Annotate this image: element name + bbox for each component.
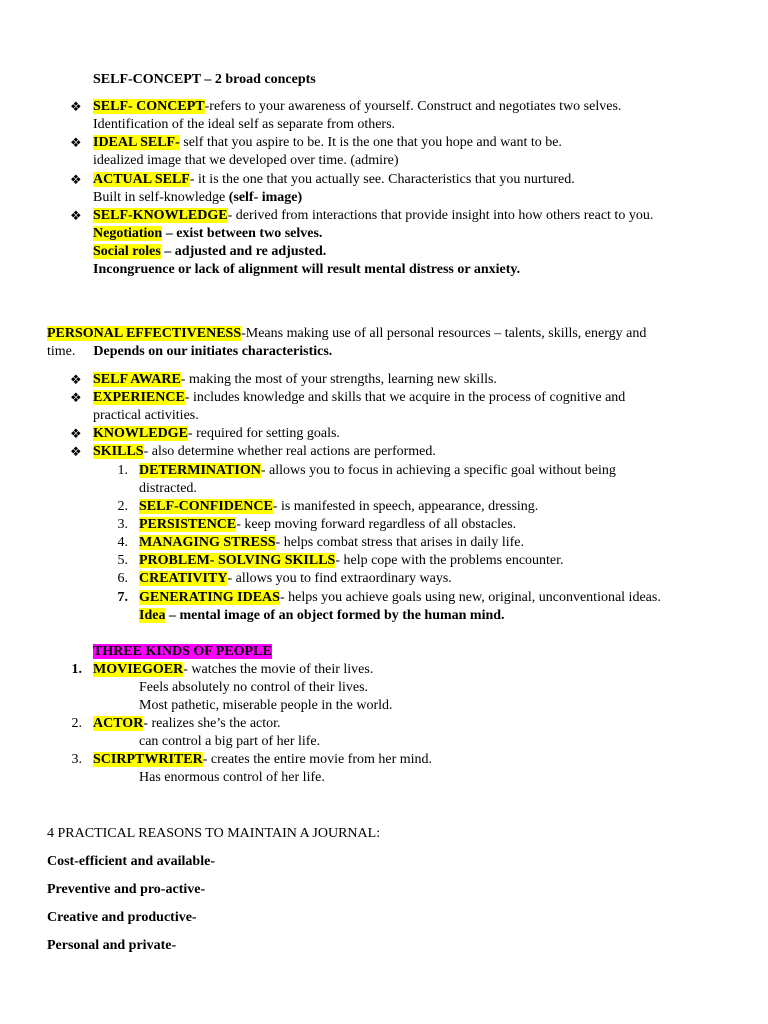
skill-item [139, 516, 516, 534]
skill-item [139, 552, 564, 570]
people-item [93, 715, 281, 733]
term-persistence: PERSISTENCE [139, 517, 237, 532]
self-knowledge-item [93, 207, 653, 225]
term-idea: Idea [139, 608, 166, 623]
definition: - also determine whether real actions are performed. [143, 444, 436, 459]
continuation-text: Built in self-knowledge [93, 190, 229, 205]
continuation: Has enormous control of her life. [139, 770, 325, 785]
ideal-self-item [93, 134, 562, 152]
list-number: 5. [117, 553, 128, 568]
pe-item [93, 389, 625, 407]
continuation [47, 343, 332, 361]
bullet-icon: ❖ [70, 444, 82, 459]
term-determination: DETERMINATION [139, 463, 261, 478]
term-actual-self: ACTUAL SELF [93, 172, 190, 187]
journal-reason: Personal and private- [47, 938, 177, 953]
definition: - realizes she’s the actor. [143, 716, 281, 731]
definition: -Means making use of all personal resources – talents, skills, energy and [241, 326, 647, 341]
skill-item [139, 462, 616, 480]
definition: - allows you to focus in achieving a specific goal without being [260, 463, 616, 478]
term-self-confidence: SELF-CONFIDENCE [139, 499, 273, 514]
continuation-bold: (self- image) [228, 190, 303, 205]
people-item [93, 751, 432, 769]
definition: – adjusted and re adjusted. [160, 244, 327, 259]
term-self-aware: SELF AWARE [93, 372, 181, 387]
list-number: 3. [71, 752, 82, 767]
continuation-text: time. [47, 344, 76, 359]
definition: - allows you to find extraordinary ways. [227, 571, 452, 586]
definition: - is manifested in speech, appearance, dressing. [272, 499, 539, 514]
definition: - derived from interactions that provide insight into how others react to you. [227, 208, 654, 223]
list-number: 2. [71, 716, 82, 731]
personal-effectiveness-para [47, 325, 646, 343]
list-number: 7. [117, 590, 128, 605]
self-concept-item [93, 98, 621, 116]
term-personal-effectiveness: PERSONAL EFFECTIVENESS [47, 326, 242, 341]
term-skills: SKILLS [93, 444, 144, 459]
term-social-roles: Social roles [93, 244, 161, 259]
term-ideal-self: IDEAL SELF- [93, 135, 180, 150]
people-item [93, 661, 373, 679]
journal-reason: Cost-efficient and available- [47, 854, 215, 869]
definition: - helps you achieve goals using new, original, unconventional ideas. [279, 590, 661, 605]
definition: – mental image of an object formed by the human mind. [165, 608, 505, 623]
term-experience: EXPERIENCE [93, 390, 185, 405]
continuation: can control a big part of her life. [139, 734, 321, 749]
pe-item [93, 371, 497, 389]
incongruence-line: Incongruence or lack of alignment will result mental distress or anxiety. [93, 262, 521, 277]
heading-three-kinds: THREE KINDS OF PEOPLE [93, 644, 272, 659]
journal-reason: Preventive and pro-active- [47, 882, 206, 897]
actual-self-item [93, 171, 575, 189]
social-roles-line [93, 243, 326, 261]
continuation [93, 189, 302, 207]
continuation: practical activities. [93, 408, 199, 423]
pe-item [93, 425, 340, 443]
term-actor: ACTOR [93, 716, 144, 731]
bullet-icon: ❖ [70, 390, 82, 405]
definition: - it is the one that you actually see. Characteristics that you nurtured. [189, 172, 575, 187]
pe-item [93, 443, 436, 461]
term-knowledge: KNOWLEDGE [93, 426, 188, 441]
term-self-concept: SELF- CONCEPT [93, 99, 205, 114]
list-number: 6. [117, 571, 128, 586]
term-self-knowledge: SELF-KNOWLEDGE [93, 208, 228, 223]
definition: self that you aspire to be. It is the one that you hope and want to be. [179, 135, 562, 150]
continuation: Most pathetic, miserable people in the world. [139, 698, 393, 713]
skill-item [139, 570, 452, 588]
definition: - help cope with the problems encounter. [335, 553, 564, 568]
continuation: distracted. [139, 481, 197, 496]
term-creativity: CREATIVITY [139, 571, 228, 586]
definition: - includes knowledge and skills that we acquire in the process of cognitive and [184, 390, 626, 405]
bullet-icon: ❖ [70, 99, 82, 114]
definition: -refers to your awareness of yourself. Construct and negotiates two selves. [204, 99, 622, 114]
list-number: 1. [117, 463, 128, 478]
definition: - keep moving forward regardless of all obstacles. [236, 517, 517, 532]
definition: - watches the movie of their lives. [183, 662, 374, 677]
continuation: idealized image that we developed over time. (admire) [93, 153, 399, 168]
continuation: Feels absolutely no control of their lives. [139, 680, 369, 695]
bullet-icon: ❖ [70, 372, 82, 387]
continuation-bold: Depends on our initiates characteristics. [93, 344, 333, 359]
section-title-three-kinds [93, 643, 272, 661]
journal-reason: Creative and productive- [47, 910, 197, 925]
definition: - creates the entire movie from her mind. [202, 752, 433, 767]
term-managing-stress: MANAGING STRESS [139, 535, 276, 550]
section-title-self-concept: SELF-CONCEPT – 2 broad concepts [93, 72, 316, 87]
section-title-journal: 4 PRACTICAL REASONS TO MAINTAIN A JOURNAL: [47, 826, 381, 841]
bullet-icon: ❖ [70, 172, 82, 187]
list-number: 4. [117, 535, 128, 550]
term-scriptwriter: SCIRPTWRITER [93, 752, 203, 767]
list-number: 2. [117, 499, 128, 514]
list-number: 3. [117, 517, 128, 532]
definition: – exist between two selves. [162, 226, 323, 241]
definition: - helps combat stress that arises in daily life. [275, 535, 524, 550]
skill-item [139, 498, 538, 516]
bullet-icon: ❖ [70, 135, 82, 150]
bullet-icon: ❖ [70, 208, 82, 223]
idea-line [139, 607, 505, 625]
negotiation-line [93, 225, 322, 243]
term-problem-solving: PROBLEM- SOLVING SKILLS [139, 553, 336, 568]
skill-item [139, 534, 524, 552]
bullet-icon: ❖ [70, 426, 82, 441]
term-negotiation: Negotiation [93, 226, 163, 241]
definition: - required for setting goals. [187, 426, 340, 441]
term-generating-ideas: GENERATING IDEAS [139, 590, 280, 605]
continuation: Identification of the ideal self as separate from others. [93, 117, 396, 132]
term-moviegoer: MOVIEGOER [93, 662, 184, 677]
skill-item [139, 589, 661, 607]
list-number: 1. [71, 662, 82, 677]
definition: - making the most of your strengths, learning new skills. [180, 372, 497, 387]
